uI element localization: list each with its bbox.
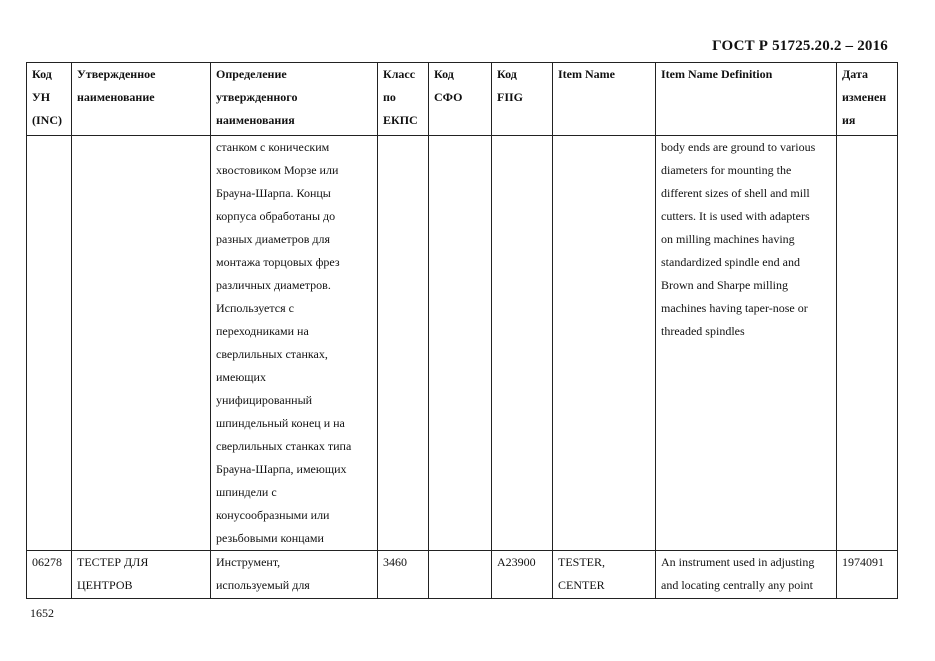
cell-inc	[27, 136, 72, 551]
col-header-ekps-class: Класс по ЕКПС	[378, 63, 429, 136]
cell-change-date	[837, 136, 898, 551]
table-row	[27, 551, 898, 599]
col-header-fiig-code: Код FIIG	[492, 63, 553, 136]
cell-ekps-class: 3460	[378, 551, 429, 599]
cell-sfo-code	[429, 551, 492, 599]
cell-approved-name	[72, 136, 211, 551]
col-header-sfo-code: Код СФО	[429, 63, 492, 136]
cell-definition-ru: Инструмент, используемый для	[211, 551, 378, 599]
table-header-row	[27, 63, 898, 136]
col-header-item-name: Item Name	[553, 63, 656, 136]
cell-approved-name: ТЕСТЕР ДЛЯ ЦЕНТРОВ	[72, 551, 211, 599]
cell-fiig-code: A23900	[492, 551, 553, 599]
cell-inc: 06278	[27, 551, 72, 599]
cell-ekps-class	[378, 136, 429, 551]
cell-definition-ru: станком с коническим хвостовиком Морзе или Брауна-Шарпа. Концы корпуса обработаны до разных диаметров для монтажа торцовых фрез различных диаметров. Используется с переходниками на сверлильных станках, имеющих унифицированный шпиндельный конец и на сверлильных станках типа Брауна-Шарпа, имеющих шпиндели с конусообразными или резьбовыми концами	[211, 136, 378, 551]
cell-definition-en: body ends are ground to various diameters for mounting the different sizes of shell and mill cutters. It is used with adapters on milling machines having standardized spindle end and Brown and Sharpe milling machines having taper-nose or threaded spindles	[656, 136, 837, 551]
cell-item-name	[553, 136, 656, 551]
document-standard-header: ГОСТ Р 51725.20.2 – 2016	[712, 38, 888, 54]
table-row	[27, 136, 898, 551]
nomenclature-table	[26, 62, 898, 599]
page-number: 1652	[30, 606, 54, 620]
cell-sfo-code	[429, 136, 492, 551]
cell-definition-en: An instrument used in adjusting and locating centrally any point	[656, 551, 837, 599]
col-header-item-name-definition: Item Name Definition	[656, 63, 837, 136]
cell-fiig-code	[492, 136, 553, 551]
col-header-definition-ru: Определение утвержденного наименования	[211, 63, 378, 136]
col-header-inc: Код УН (INC)	[27, 63, 72, 136]
col-header-approved-name: Утвержденное наименование	[72, 63, 211, 136]
cell-item-name: TESTER, CENTER	[553, 551, 656, 599]
cell-change-date: 1974091	[837, 551, 898, 599]
col-header-change-date: Дата изменен ия	[837, 63, 898, 136]
